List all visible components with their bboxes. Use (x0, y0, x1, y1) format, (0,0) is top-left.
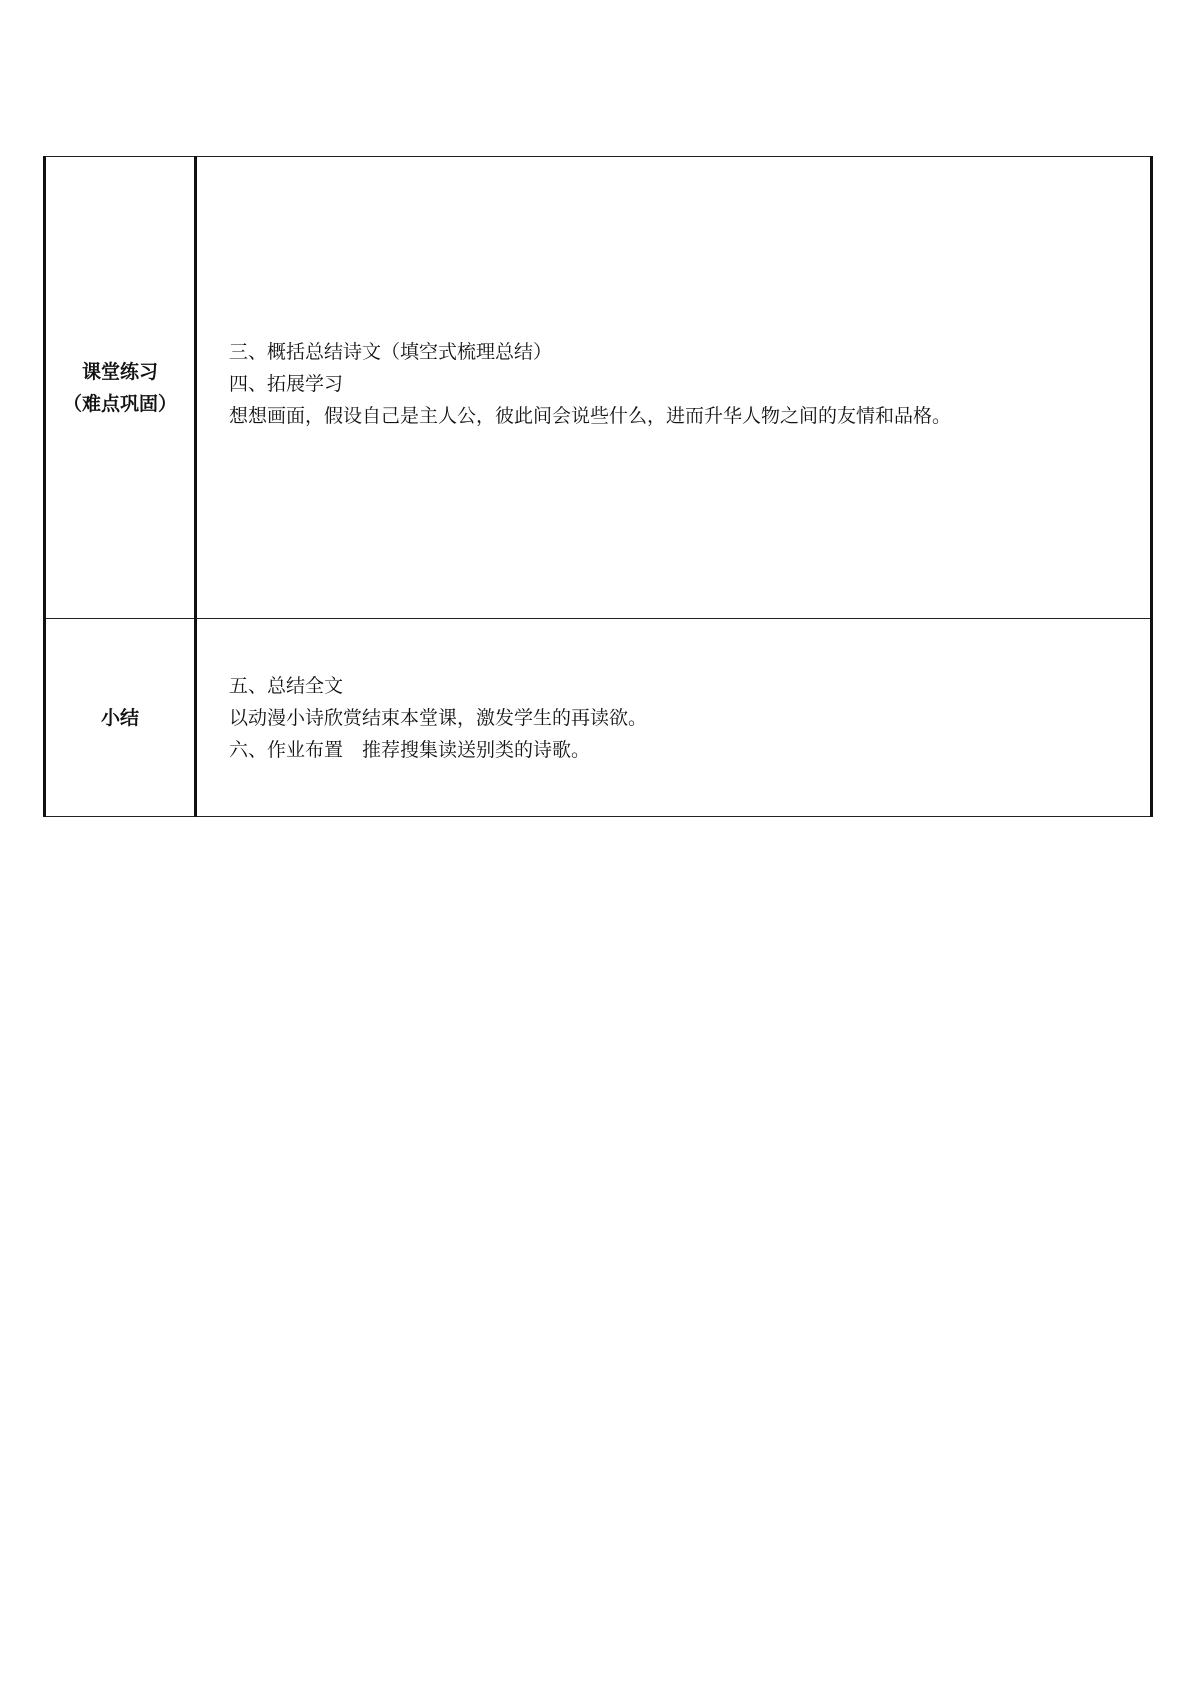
table-row-summary (45, 619, 1152, 817)
table-row-practice (45, 157, 1152, 619)
content-line: 三、概括总结诗文（填空式梳理总结） (229, 340, 553, 363)
content-line: 六、作业布置 推荐搜集读送别类的诗歌。 (229, 738, 591, 761)
row-label-practice (45, 157, 196, 619)
row-label-line: 小结 (100, 706, 139, 729)
row-content-practice (196, 157, 1152, 619)
row-label-line: （难点巩固） (62, 392, 177, 415)
content-line: 想想画面，假设自己是主人公，彼此间会说些什么，进而升华人物之间的友情和品格。 (229, 404, 952, 427)
row-content-summary (196, 619, 1152, 817)
lesson-plan-table (43, 156, 1153, 817)
row-label-summary (45, 619, 196, 817)
content-line: 五、总结全文 (229, 674, 344, 697)
content-line: 以动漫小诗欣赏结束本堂课，激发学生的再读欲。 (229, 706, 648, 729)
content-line: 四、拓展学习 (229, 372, 344, 395)
row-label-line: 课堂练习 (81, 360, 158, 383)
